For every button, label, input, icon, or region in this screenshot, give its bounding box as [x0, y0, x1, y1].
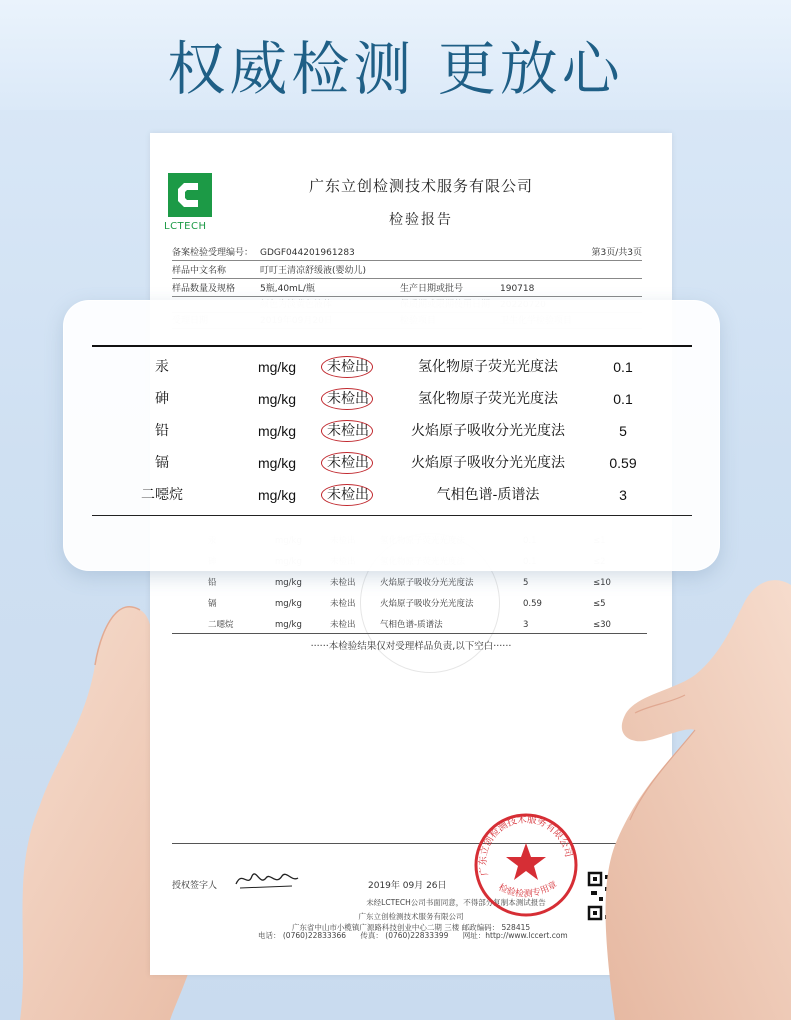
- table-row: [92, 351, 692, 383]
- overlay-detect: 3: [619, 487, 627, 503]
- meta-row-spec: [172, 281, 642, 297]
- spec-value: 5瓶,40mL/瓶: [260, 284, 315, 294]
- cell-detect: 5: [523, 578, 529, 588]
- signature-image: [232, 866, 302, 892]
- record-value: GDGF044201961283: [260, 248, 355, 258]
- overlay-result: 未检出: [327, 391, 369, 407]
- signer-label: 授权签字人: [172, 881, 218, 891]
- cell-method: 火焰原子吸收分光光度法: [380, 599, 474, 609]
- cell-limit: ≤10: [593, 578, 611, 588]
- overlay-detect: 5: [619, 423, 627, 439]
- table-row: [190, 573, 630, 594]
- overlay-result: 未检出: [327, 423, 369, 439]
- overlay-result: 未检出: [327, 455, 369, 471]
- overlay-method: 氢化物原子荧光光度法: [418, 359, 558, 375]
- footnote-copy: 未经LCTECH公司书面同意，不得部分复制本测试报告: [366, 898, 546, 907]
- contact-tel: 电话： (0760)22833366: [258, 931, 346, 940]
- footnote-company: 广东立创检测技术服务有限公司: [358, 912, 464, 921]
- overlay-unit: mg/kg: [257, 423, 297, 439]
- overlay-detect: 0.59: [609, 455, 637, 471]
- overlay-method: 气相色谱-质谱法: [436, 487, 540, 503]
- table-row: [92, 383, 692, 415]
- overlay-element: 砷: [155, 391, 169, 407]
- company-name: 广东立创检测技术服务有限公司: [308, 177, 533, 195]
- end-note: ······本检验结果仅对受理样品负责,以下空白······: [310, 641, 512, 652]
- sample-label: 样品中文名称: [172, 266, 227, 276]
- cell-unit: mg/kg: [275, 599, 302, 609]
- seal-bottom-text: 检验检测专用章: [496, 879, 560, 900]
- cell-detect: 3: [523, 620, 529, 630]
- cell-result: 未检出: [330, 620, 356, 630]
- cell-detect: 0.59: [523, 599, 542, 609]
- page-headline: 权威检测 更放心: [167, 35, 624, 103]
- cell-result: 未检出: [330, 578, 356, 588]
- footnote-address: 广东省中山市小榄镇广源路科技创业中心二期 三楼 邮政编码： 528415: [291, 923, 531, 932]
- sample-value: 叮叮王清凉舒缓液(婴幼儿): [260, 266, 367, 276]
- svg-text:检验检测专用章: [497, 878, 559, 899]
- meta-row-record: [172, 245, 642, 261]
- page-number: 第3页/共3页: [591, 248, 642, 258]
- cell-element: 镉: [208, 599, 217, 609]
- contact-fax: 传真： (0760)22833399: [360, 931, 449, 940]
- overlay-method: 氢化物原子荧光光度法: [418, 391, 558, 407]
- batch-value: 190718: [500, 284, 535, 294]
- sign-date: 2019年 09月 26日: [368, 881, 447, 891]
- overlay-element: 铅: [155, 423, 169, 439]
- table-row: [92, 415, 692, 447]
- cell-method: 气相色谱-质谱法: [380, 620, 443, 630]
- overlay-method: 火焰原子吸收分光光度法: [411, 423, 565, 439]
- logo-text: LCTECH: [164, 221, 207, 232]
- overlay-top-rule: [92, 345, 692, 347]
- seal-top-text: 广东立创检测技术服务有限公司: [477, 814, 574, 877]
- overlay-result: 未检出: [327, 487, 369, 503]
- overlay-unit: mg/kg: [257, 455, 297, 471]
- right-hand-image: [575, 545, 791, 1020]
- red-seal-stamp-icon: [470, 809, 582, 921]
- cell-unit: mg/kg: [275, 620, 302, 630]
- meta-row-sample: [172, 263, 642, 279]
- overlay-unit: mg/kg: [257, 487, 297, 503]
- magnified-results-card: [63, 300, 720, 571]
- overlay-unit: mg/kg: [257, 359, 297, 375]
- table-row: [92, 447, 692, 479]
- overlay-detect: 0.1: [613, 391, 633, 407]
- overlay-bottom-rule: [92, 515, 692, 516]
- cell-element: 二噁烷: [208, 620, 234, 630]
- cell-result: 未检出: [330, 599, 356, 609]
- record-label: 备案检验受理编号：: [172, 248, 254, 258]
- overlay-element: 汞: [155, 359, 169, 375]
- report-title: 检验报告: [389, 212, 453, 228]
- table-row: [92, 479, 692, 511]
- spec-label: 样品数量及规格: [172, 284, 236, 294]
- cell-limit: ≤30: [593, 620, 611, 630]
- table-row: [190, 594, 630, 615]
- overlay-unit: mg/kg: [257, 391, 297, 407]
- contact-web: 网址：http://www.lccert.com: [462, 931, 568, 940]
- batch-label: 生产日期或批号: [400, 284, 464, 294]
- overlay-method: 火焰原子吸收分光光度法: [411, 455, 565, 471]
- cell-element: 铅: [208, 578, 217, 588]
- overlay-result: 未检出: [327, 359, 369, 375]
- overlay-detect: 0.1: [613, 359, 633, 375]
- cell-method: 火焰原子吸收分光光度法: [380, 578, 474, 588]
- cell-limit: ≤5: [593, 599, 606, 609]
- overlay-element: 二噁烷: [141, 487, 183, 503]
- overlay-element: 镉: [155, 455, 169, 471]
- cell-unit: mg/kg: [275, 578, 302, 588]
